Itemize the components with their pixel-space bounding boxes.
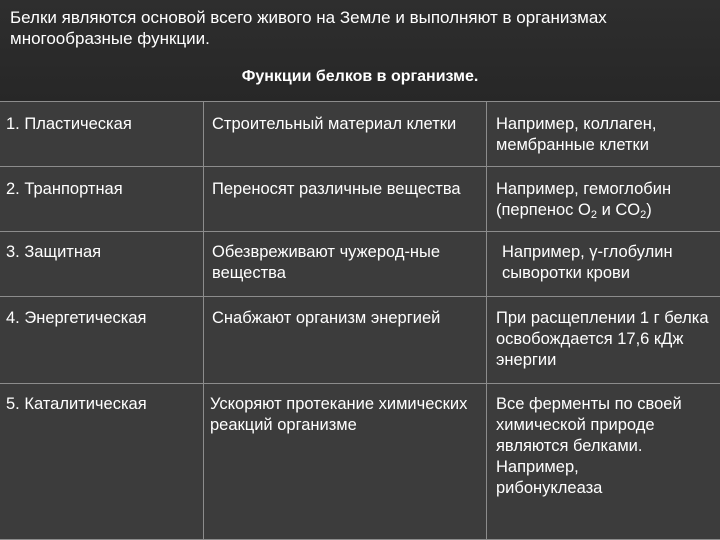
row-divider <box>0 166 720 167</box>
intro-text: Белки являются основой всего живого на Земле и выполняют в организмах многообразные функции. <box>10 8 607 48</box>
table-heading: Функции белков в организме. <box>241 68 479 85</box>
function-example: Все ферменты по своей химической природе являются белками. Например, рибонуклеаза <box>496 395 682 497</box>
function-name: 1. Пластическая <box>6 115 132 133</box>
function-example: Например, гемоглобин (перпенос $O_2$ и $CO_2$) <box>496 180 672 221</box>
column-divider <box>203 101 204 540</box>
table-border-top <box>0 101 720 102</box>
function-description: Переносят различные вещества <box>212 180 461 198</box>
function-name: 3. Защитная <box>6 243 102 261</box>
function-description: Снабжают организм энергией <box>212 309 441 327</box>
function-example: При расщеплении 1 г белка освобождается 17,6 кДж энергии <box>496 309 709 369</box>
function-example: Например, γ-глобулин сыворотки крови <box>502 243 673 282</box>
function-example: Например, коллаген, мембранные клетки <box>496 115 657 154</box>
functions-table <box>0 101 720 540</box>
row-divider <box>0 231 720 232</box>
function-description: Ускоряют протекание химических реакций организме <box>210 395 468 434</box>
row-divider <box>0 383 720 384</box>
function-name: 4. Энергетическая <box>6 309 147 327</box>
column-divider <box>486 101 487 540</box>
function-name: 5. Каталитическая <box>6 395 147 413</box>
row-divider <box>0 296 720 297</box>
function-name: 2. Транпортная <box>6 180 123 198</box>
function-description: Строительный материал клетки <box>212 115 457 133</box>
function-description: Обезвреживают чужерод-ные вещества <box>212 243 441 282</box>
